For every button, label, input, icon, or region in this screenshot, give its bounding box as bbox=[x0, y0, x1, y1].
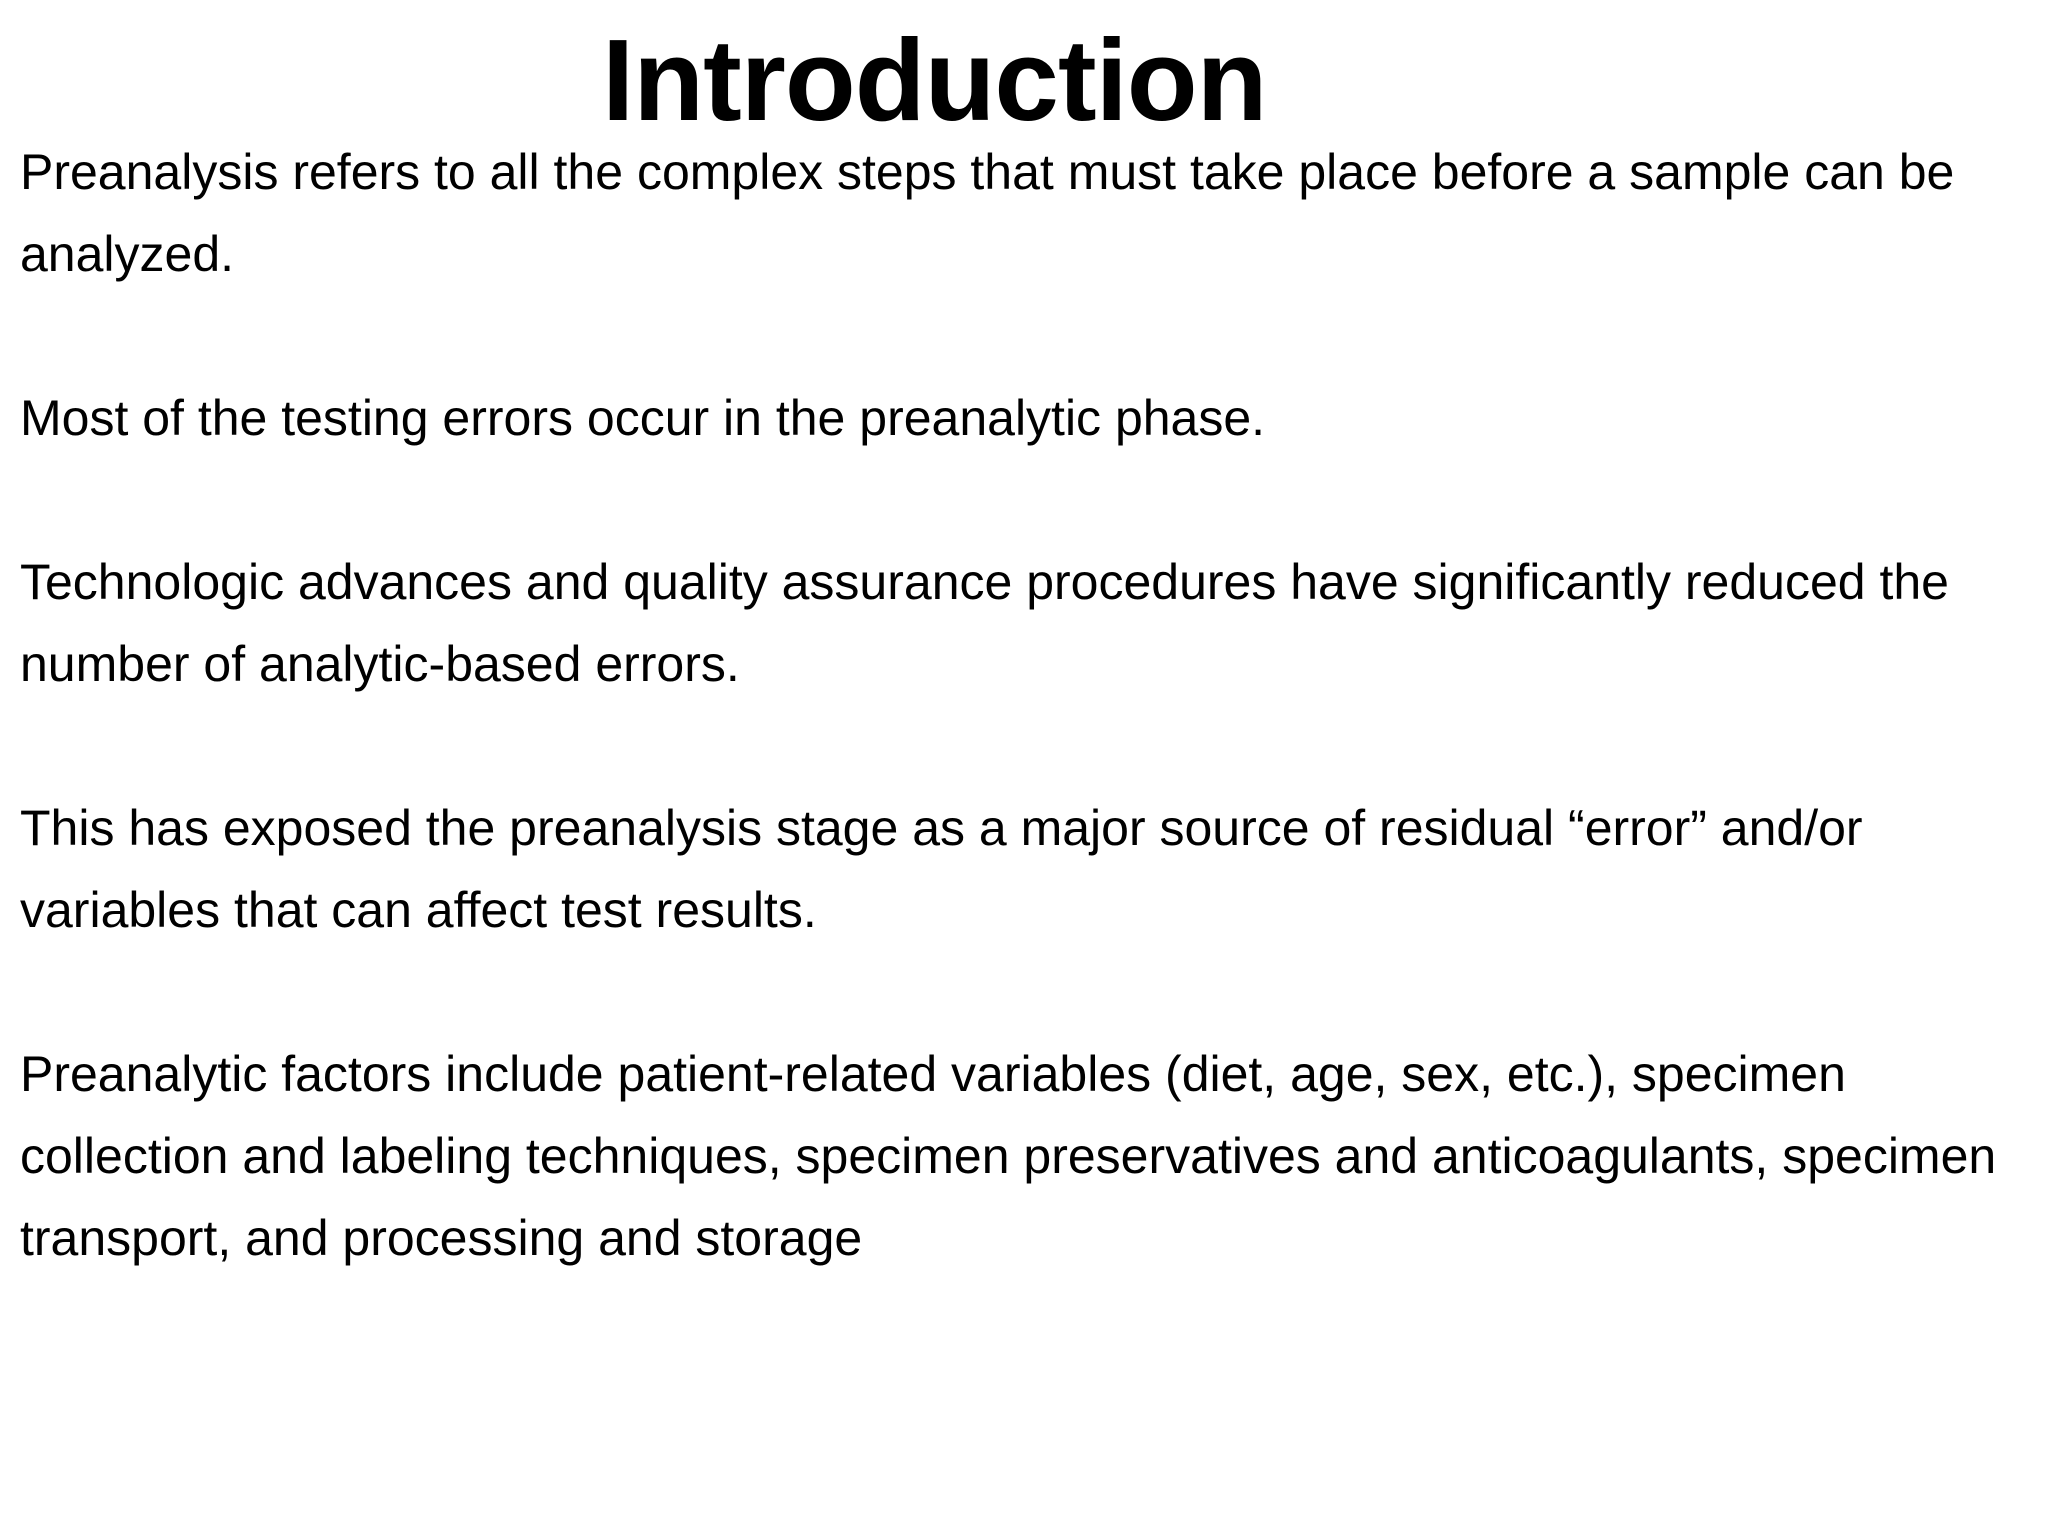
paragraph-technologic-advances: Technologic advances and quality assurance procedures have significantly reduced the number of analytic-based errors. bbox=[20, 554, 1949, 692]
paragraph-preanalysis-definition: Preanalysis refers to all the complex steps that must take place before a sample can be analyzed. bbox=[20, 144, 1955, 282]
paragraph-residual-error: This has exposed the preanalysis stage as a major source of residual “error” and/or variables that can affect test results. bbox=[20, 800, 1863, 938]
paragraph-preanalytic-factors: Preanalytic factors include patient-related variables (diet, age, sex, etc.), specimen collection and labeling techniques, specimen preservatives and anticoagulants, specimen transport, and processing and storage bbox=[20, 1046, 1997, 1266]
slide-title: Introduction bbox=[602, 15, 1267, 145]
paragraph-testing-errors: Most of the testing errors occur in the preanalytic phase. bbox=[20, 390, 1266, 446]
